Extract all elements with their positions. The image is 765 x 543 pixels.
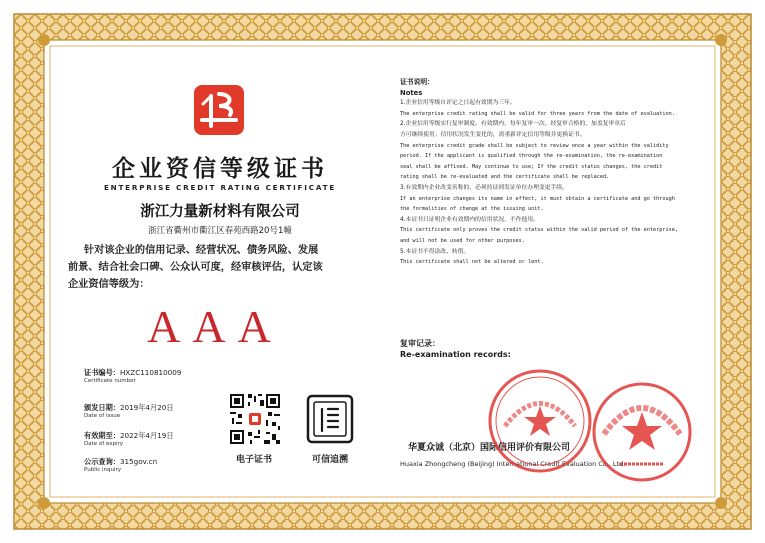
issue-date-row [84, 403, 244, 421]
note-line: 5.本证书不得涂改、转借。 [400, 248, 470, 255]
note-line: 3.有效期内企业改变名称的，必须持证到发证单位办理变更手续。 [400, 184, 568, 191]
note-line: rating shall be re-evaluated and the certificate shall be replaced. [400, 174, 610, 181]
note-line: 2.企业信用等级实行复审制度。有效期内，每年复审一次。经复审合格的，加盖复审章后 [400, 121, 626, 128]
cert-number-value: HXZC110810009 [119, 368, 182, 377]
review-label-en: Re-examination records: [400, 350, 511, 359]
certification-line: 前景、结合社会口碑、公众认可度，经审核评估，认定该 [68, 262, 323, 273]
expiry-date-value: 2022年4月19日 [119, 431, 174, 440]
qr-code-icon[interactable] [228, 392, 282, 446]
note-line: the formalities of change at the issuing unit. [400, 206, 544, 213]
platform-seal-icon [485, 366, 595, 476]
expiry-date-row [84, 431, 244, 449]
note-line: seal shall be affixed. May continue to use; If the credit status changes, the credit [400, 163, 663, 170]
issue-date-en: Date of issue [84, 413, 121, 419]
note-line: If an enterprise changes its name in effect, it must obtain a certificate and go through [400, 195, 675, 202]
note-line: 1.企业信用等级自评定之日起有效期为三年。 [400, 100, 516, 107]
note-line: and will not be used for other purposes. [400, 237, 525, 244]
issue-date-value: 2019年4月20日 [119, 403, 174, 412]
note-line: This certificate only proves the credit status within the valid period of the enterprise, [400, 227, 678, 234]
expiry-date-label: 有效期至： [84, 431, 120, 440]
certificate-notes [400, 77, 690, 268]
credit-grade: AAA [147, 301, 283, 352]
cert-number-row [84, 368, 244, 386]
issuer-name-en: Huaxia Zhongcheng (Beijing) International Credit Evaluation Co., Ltd. [400, 460, 626, 468]
cert-number-label: 证书编号： [84, 368, 120, 377]
public-inquiry-row [84, 457, 244, 475]
cert-number-en: Certificate number [84, 378, 136, 384]
trust-badge-icon[interactable] [305, 393, 355, 445]
issue-date-label: 颁发日期： [84, 403, 120, 412]
company-address: 浙江省衢州市衢江区春苑西路20号1幢 [148, 226, 292, 236]
note-line: 方可继续使用；信用状况发生变化的，需重新评定信用等级并更换证书。 [400, 131, 586, 138]
expiry-date-en: Date of expiry [84, 441, 124, 447]
xin-credit-logo-icon [191, 80, 247, 138]
note-line: This certificate shall not be altered or lent. [400, 259, 544, 266]
note-line: 4.本证书只证明企业有效期内的信用状况，不作他用。 [400, 216, 539, 223]
certificate-title: 企业资信等级证书 [112, 155, 328, 182]
company-name: 浙江力量新材料有限公司 [140, 204, 300, 220]
notes-heading-en: Notes [400, 88, 423, 97]
certification-line: 针对该企业的信用记录、经营状况、债务风险、发展 [84, 245, 319, 256]
public-inquiry-value: 315gov.cn [119, 457, 158, 466]
review-records [400, 338, 680, 360]
public-inquiry-label: 公示查询： [84, 457, 120, 466]
trust-trace-label: 可信追溯 [311, 455, 348, 465]
note-line: period. If the applicant is qualified through the re-examination, the re-examination [400, 153, 663, 160]
certification-line: 企业资信等级为： [68, 279, 150, 290]
notes-heading: 证书说明： [400, 78, 434, 86]
review-label: 复审记录： [400, 339, 440, 348]
public-inquiry-en: Public inquiry [84, 467, 122, 473]
certificate-subtitle: ENTERPRISE CREDIT RATING CERTIFICATE [103, 183, 337, 192]
company-seal-icon [590, 380, 694, 484]
issuer-name: 华夏众诚（北京）国际信用评价有限公司 [408, 443, 571, 453]
note-line: The enterprise credit grade shall be subject to review once a year within the validity [400, 142, 669, 149]
note-line: The enterprise credit rating shall be valid for three years from the date of evaluation. [400, 110, 675, 117]
e-certificate-label: 电子证书 [235, 455, 272, 465]
certification-text [68, 242, 370, 293]
